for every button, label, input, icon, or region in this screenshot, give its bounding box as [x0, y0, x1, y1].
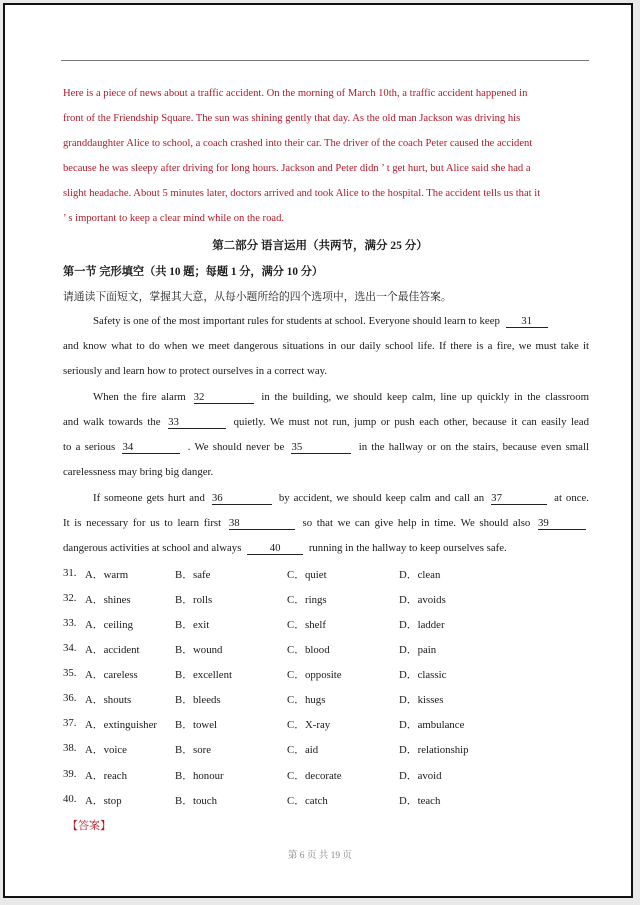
- option-d: D．pain: [399, 644, 437, 656]
- news-line: Here is a piece of news about a traffic accident. On the morning of March 10th, a traffic accident happened in: [63, 88, 528, 99]
- header-rule: [61, 60, 589, 61]
- option-row: [63, 642, 603, 656]
- option-a: A．warm: [85, 569, 129, 581]
- passage-text: running in the hallway to keep ourselves safe.: [308, 542, 507, 554]
- option-d: D．ambulance: [399, 719, 465, 731]
- option-d: D．teach: [399, 795, 441, 807]
- option-c: C．X-ray: [287, 719, 331, 731]
- option-b: B．bleeds: [175, 694, 221, 706]
- blank-36: 36: [212, 493, 272, 505]
- blank-40: 40: [247, 543, 303, 555]
- question-number: 34.: [63, 642, 77, 654]
- instructions: 请通读下面短文，掌握其大意，从每小题所给的四个选项中，选出一个最佳答案。: [63, 291, 452, 303]
- passage-text: at once.: [554, 492, 590, 504]
- blank-34: 34: [122, 442, 180, 454]
- option-c: C．catch: [287, 795, 328, 807]
- option-b: B．towel: [175, 719, 217, 731]
- question-number: 32.: [63, 592, 77, 604]
- blank-39: 39: [538, 518, 586, 530]
- passage-line: and know what to do when we meet dangerous situations in our daily school life. If there is a fire, we must take it: [63, 340, 589, 352]
- passage-text: in the building, we should keep calm, line up quickly in the classroom: [261, 391, 589, 403]
- option-c: C．decorate: [287, 770, 342, 782]
- passage-text: quietly. We must not run, jump or push each other, because it can easily lead: [233, 416, 590, 428]
- question-number: 36.: [63, 692, 77, 704]
- passage-text: It is necessary for us to learn first: [63, 517, 222, 529]
- option-a: A．careless: [85, 669, 138, 681]
- option-a: A．reach: [85, 770, 127, 782]
- option-b: B．rolls: [175, 594, 213, 606]
- option-a: A．stop: [85, 795, 122, 807]
- passage-text: and walk towards the: [63, 416, 161, 428]
- option-d: D．avoid: [399, 770, 442, 782]
- option-d: D．kisses: [399, 694, 444, 706]
- option-b: B．excellent: [175, 669, 232, 681]
- option-c: C．hugs: [287, 694, 326, 706]
- question-number: 31.: [63, 567, 77, 579]
- option-row: [63, 667, 603, 681]
- passage-text: dangerous activities at school and always: [63, 542, 242, 554]
- passage-line: [63, 416, 589, 429]
- passage-line: seriously and learn how to protect ourselves in a correct way.: [63, 365, 328, 377]
- option-c: C．shelf: [287, 619, 326, 631]
- option-c: C．opposite: [287, 669, 342, 681]
- option-a: A．extinguisher: [85, 719, 157, 731]
- option-b: B．wound: [175, 644, 223, 656]
- option-d: D．relationship: [399, 744, 469, 756]
- option-c: C．quiet: [287, 569, 327, 581]
- news-line: because he was sleepy after driving for long hours. Jackson and Peter didn ’ t get hurt, but Alice said she had a: [63, 163, 531, 174]
- news-line: ’ s important to keep a clear mind while on the road.: [63, 213, 285, 224]
- option-row: [63, 742, 603, 756]
- option-row: [63, 592, 603, 606]
- news-line: slight headache. About 5 minutes later, doctors arrived and took Alice to the hospital. The accident tells us that it: [63, 188, 541, 199]
- blank-35: 35: [291, 442, 351, 454]
- passage-text: . We should never be: [187, 441, 285, 453]
- option-row: [63, 692, 603, 706]
- passage-line: [63, 517, 589, 530]
- option-row: [63, 793, 603, 807]
- passage-text: Safety is one of the most important rules for students at school. Everyone should learn to keep: [93, 315, 500, 327]
- option-b: B．sore: [175, 744, 211, 756]
- passage-text: in the hallway or on the stairs, because even small: [358, 441, 589, 453]
- blank-38: 38: [229, 518, 295, 530]
- option-b: B．exit: [175, 619, 210, 631]
- option-a: A．ceiling: [85, 619, 133, 631]
- option-row: [63, 717, 603, 731]
- passage-text: by accident, we should keep calm and call an: [278, 492, 485, 504]
- option-c: C．rings: [287, 594, 327, 606]
- option-a: A．accident: [85, 644, 140, 656]
- answer-label: 【答案】: [67, 820, 111, 832]
- option-row: [63, 617, 603, 631]
- question-number: 40.: [63, 793, 77, 805]
- option-a: A．shines: [85, 594, 131, 606]
- question-number: 38.: [63, 742, 77, 754]
- option-row: [63, 567, 603, 581]
- option-b: B．safe: [175, 569, 211, 581]
- option-c: C．blood: [287, 644, 330, 656]
- option-d: D．classic: [399, 669, 447, 681]
- option-a: A．shouts: [85, 694, 132, 706]
- passage-line: [93, 492, 589, 505]
- page-footer: 第 6 页 共 19 页: [287, 851, 353, 861]
- question-number: 37.: [63, 717, 77, 729]
- option-d: D．avoids: [399, 594, 446, 606]
- blank-37: 37: [491, 493, 547, 505]
- blank-31: 31: [506, 316, 548, 328]
- passage-line: [93, 391, 589, 404]
- option-b: B．touch: [175, 795, 217, 807]
- option-d: D．ladder: [399, 619, 445, 631]
- section-title: 第一节 完形填空（共 10 题；每题 1 分，满分 10 分）: [63, 266, 324, 278]
- option-row: [63, 768, 603, 782]
- option-d: D．clean: [399, 569, 441, 581]
- question-number: 33.: [63, 617, 77, 629]
- option-b: B．honour: [175, 770, 224, 782]
- blank-32: 32: [194, 392, 254, 404]
- part-heading: 第二部分 语言运用（共两节，满分 25 分）: [212, 240, 428, 252]
- passage-line: [63, 542, 589, 555]
- question-number: 35.: [63, 667, 77, 679]
- news-line: front of the Friendship Square. The sun was shining gently that day. As the old man Jackson was driving his: [63, 113, 521, 124]
- passage-text: so that we can give help in time. We should also: [302, 517, 531, 529]
- passage-text: to a serious: [63, 441, 116, 453]
- passage-line: [63, 441, 589, 454]
- news-line: granddaughter Alice to school, a coach crashed into their car. The driver of the coach Peter caused the accident: [63, 138, 533, 149]
- question-number: 39.: [63, 768, 77, 780]
- option-a: A．voice: [85, 744, 127, 756]
- passage-line: carelessness may bring big danger.: [63, 466, 214, 478]
- passage-text: If someone gets hurt and: [93, 492, 205, 504]
- option-c: C．aid: [287, 744, 319, 756]
- passage-text: When the fire alarm: [93, 391, 186, 403]
- document-page: [3, 3, 633, 898]
- passage-line: [93, 315, 589, 328]
- blank-33: 33: [168, 417, 226, 429]
